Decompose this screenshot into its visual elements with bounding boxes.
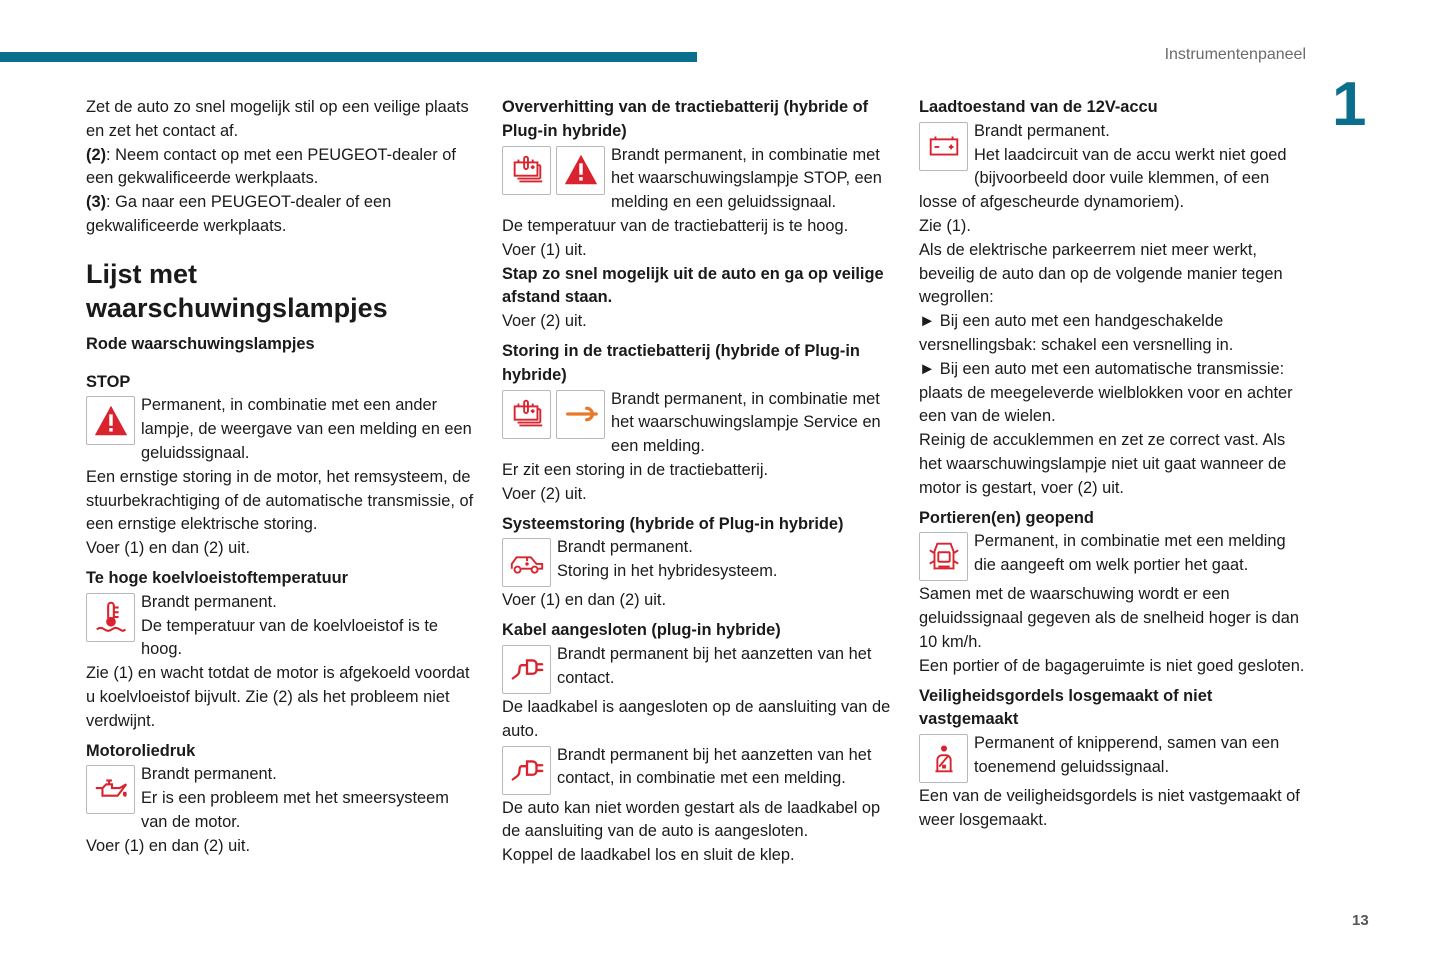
overheat-paragraph-2: Voer (1) uit. bbox=[502, 240, 587, 259]
battery-block bbox=[919, 120, 1311, 215]
overheat-block bbox=[502, 144, 894, 215]
battery-paragraph-3: ► Bij een auto met een handgeschakelde versnellingsbak: schakel een versnelling in. bbox=[919, 312, 1234, 354]
oil-block bbox=[86, 763, 478, 834]
cable-text-1: Brandt permanent bij het aanzetten van het contact. bbox=[557, 644, 872, 687]
stop-block bbox=[86, 394, 478, 465]
cable-paragraph-3: Koppel de laadkabel los en sluit de klep. bbox=[502, 846, 795, 865]
cable-block-1 bbox=[502, 643, 894, 696]
stop-paragraph-1: Een ernstige storing in de motor, het remsysteem, de stuurbekrachtiging of de automatische transmissie, of een ernstige elektrische storing. bbox=[86, 467, 474, 534]
battery-charge-icon bbox=[919, 122, 968, 171]
oil-pressure-icon bbox=[86, 765, 135, 814]
cable-heading: Kabel aangesloten (plug-in hybride) bbox=[502, 621, 781, 640]
doors-paragraph-1: Samen met de waarschuwing wordt er een geluidssignaal gegeven als de snelheid hoger is dan 10 km/h. bbox=[919, 585, 1299, 651]
battery-temperature-icon bbox=[502, 390, 551, 439]
column-2 bbox=[502, 96, 894, 868]
oil-text-2: Er is een probleem met het smeersysteem van de motor. bbox=[141, 789, 449, 831]
door-open-icon bbox=[919, 532, 968, 581]
battery-temperature-icon bbox=[502, 146, 551, 195]
overheat-paragraph-3: Stap zo snel mogelijk uit de auto en ga op veilige afstand staan. bbox=[502, 264, 884, 307]
system-text-2: Storing in het hybridesysteem. bbox=[557, 562, 778, 581]
system-heading: Systeemstoring (hybride of Plug-in hybride) bbox=[502, 514, 844, 533]
cable-paragraph-1: De laadkabel is aangesloten op de aansluiting van de auto. bbox=[502, 697, 891, 740]
battery-heading: Laadtoestand van de 12V-accu bbox=[919, 98, 1158, 116]
section-title: Instrumentenpaneel bbox=[1164, 46, 1306, 63]
doors-paragraph-2: Een portier of de bagageruimte is niet goed gesloten. bbox=[919, 656, 1305, 675]
column-1 bbox=[86, 96, 478, 859]
system-text-1: Brandt permanent. bbox=[557, 538, 693, 557]
battery-text-1: Brandt permanent. bbox=[974, 121, 1110, 140]
coolant-text-1: Brandt permanent. bbox=[141, 592, 277, 611]
note-3: (3): Ga naar een PEUGEOT-dealer of een gekwalificeerde werkplaats. bbox=[86, 193, 392, 235]
chapter-number: 1 bbox=[1332, 70, 1367, 139]
stop-paragraph-2: Voer (1) en dan (2) uit. bbox=[86, 539, 250, 558]
battery-paragraph-4: ► Bij een auto met een automatische transmissie: plaats de meegeleverde wielblokken voor en achter een van de wielen. bbox=[919, 359, 1293, 426]
fault-text: Brandt permanent, in combinatie met het waarschuwingslampje Service en een melding. bbox=[611, 389, 881, 456]
doors-text: Permanent, in combinatie met een melding die aangeeft om welk portier het gaat. bbox=[974, 532, 1286, 575]
red-lamps-subtitle: Rode waarschuwingslampjes bbox=[86, 334, 315, 353]
battery-paragraph-2: Als de elektrische parkeerrem niet meer werkt, beveilig de auto dan op de volgende manier tegen wegrollen: bbox=[919, 240, 1283, 307]
coolant-text-2: De temperatuur van de koelvloeistof is te hoog. bbox=[141, 616, 439, 659]
belts-text: Permanent of knipperend, samen van een toenemend geluidssignaal. bbox=[974, 734, 1280, 776]
overheat-paragraph-4: Voer (2) uit. bbox=[502, 312, 587, 331]
coolant-temperature-icon bbox=[86, 593, 135, 642]
belts-block bbox=[919, 732, 1311, 785]
overheat-text: Brandt permanent, in combinatie met het waarschuwingslampje STOP, een melding en een geluidssignaal. bbox=[611, 145, 882, 212]
cable-block-2 bbox=[502, 744, 894, 797]
page-number: 13 bbox=[1352, 912, 1369, 929]
service-wrench-icon bbox=[556, 390, 605, 439]
coolant-heading: Te hoge koelvloeistoftemperatuur bbox=[86, 568, 348, 587]
seatbelt-icon bbox=[919, 734, 968, 783]
fault-block bbox=[502, 388, 894, 459]
doors-block bbox=[919, 530, 1311, 583]
oil-heading: Motoroliedruk bbox=[86, 741, 196, 760]
header-accent-bar bbox=[0, 52, 697, 62]
warning-triangle-icon bbox=[556, 146, 605, 195]
system-block bbox=[502, 536, 894, 589]
cable-text-2: Brandt permanent bij het aanzetten van het contact, in combinatie met een melding. bbox=[557, 745, 872, 788]
cable-paragraph-2: De auto kan niet worden gestart als de laadkabel op de aansluiting van de auto is aangesloten. bbox=[502, 798, 881, 841]
coolant-block bbox=[86, 591, 478, 662]
belts-paragraph-1: Een van de veiligheidsgordels is niet vastgemaakt of weer losgemaakt. bbox=[919, 787, 1300, 829]
note-2: (2): Neem contact op met een PEUGEOT-dealer of een gekwalificeerde werkplaats. bbox=[86, 145, 456, 188]
stop-heading: STOP bbox=[86, 372, 131, 391]
oil-paragraph-1: Voer (1) en dan (2) uit. bbox=[86, 836, 250, 855]
oil-text-1: Brandt permanent. bbox=[141, 765, 277, 784]
page-title: Lijst met waarschuwingslampjes bbox=[86, 258, 388, 323]
fault-heading: Storing in de tractiebatterij (hybride of Plug-in hybride) bbox=[502, 341, 860, 384]
doors-heading: Portieren(en) geopend bbox=[919, 508, 1094, 527]
intro-text: Zet de auto zo snel mogelijk stil op een veilige plaats en zet het contact af. bbox=[86, 98, 469, 140]
overheat-paragraph-1: De temperatuur van de tractiebatterij is te hoog. bbox=[502, 216, 849, 235]
charging-cable-icon bbox=[502, 746, 551, 795]
overheat-heading: Oververhitting van de tractiebatterij (hybride of Plug-in hybride) bbox=[502, 98, 869, 140]
warning-triangle-icon bbox=[86, 396, 135, 445]
charging-cable-icon bbox=[502, 645, 551, 694]
battery-text-2: Het laadcircuit van de accu werkt niet goed (bijvoorbeeld door vuile klemmen, of een losse of afgescheurde dynamoriem). bbox=[919, 145, 1287, 212]
stop-text: Permanent, in combinatie met een ander lampje, de weergave van een melding en een geluidssignaal. bbox=[141, 396, 472, 462]
hybrid-system-fault-icon bbox=[502, 538, 551, 587]
battery-paragraph-5: Reinig de accuklemmen en zet ze correct vast. Als het waarschuwingslampje niet uit gaat wanneer de motor is gestart, voer (2) uit. bbox=[919, 431, 1287, 497]
column-3 bbox=[919, 96, 1311, 833]
fault-paragraph-1: Er zit een storing in de tractiebatterij. bbox=[502, 460, 769, 479]
system-paragraph-1: Voer (1) en dan (2) uit. bbox=[502, 591, 666, 610]
coolant-paragraph-1: Zie (1) en wacht totdat de motor is afgekoeld voordat u koelvloeistof bijvult. Zie (2) als het probleem niet verdwijnt. bbox=[86, 664, 470, 730]
battery-paragraph-1: Zie (1). bbox=[919, 216, 971, 235]
belts-heading: Veiligheidsgordels losgemaakt of niet vastgemaakt bbox=[919, 686, 1213, 729]
fault-paragraph-2: Voer (2) uit. bbox=[502, 484, 587, 503]
